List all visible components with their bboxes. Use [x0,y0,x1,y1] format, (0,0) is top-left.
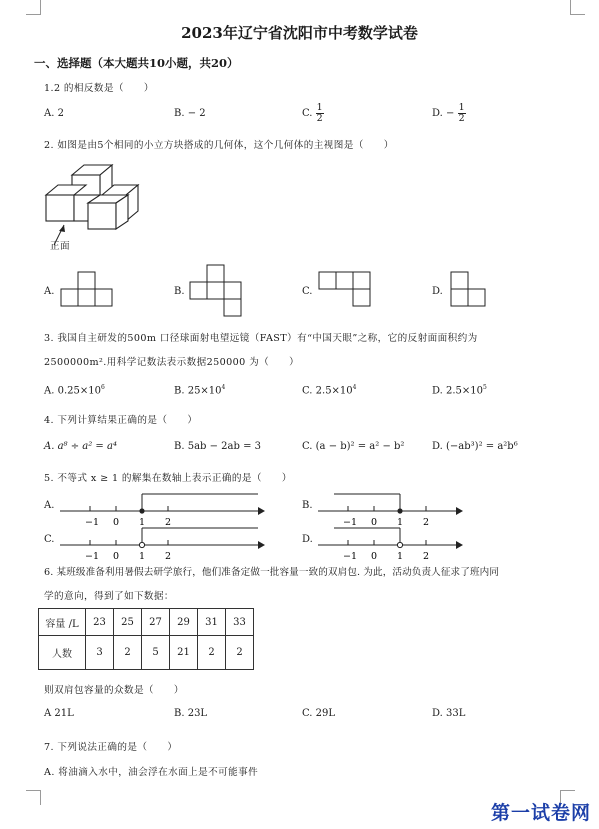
q3-option-a: A. $0.25\times 10^6$ [44,384,105,397]
question-6-prompt: 则双肩包容量的众数是（ ） [44,685,184,696]
tick-label: −1 [343,517,358,528]
q3-option-d: D. $2.5\times 10^5$ [432,384,487,397]
question-7: 7. 下列说法正确的是（ ） [44,742,178,753]
question-6-line-1: 6. 某班级准备利用暑假去研学旅行，他们准备定做一批容量一致的双肩包. 为此，活动负责人征求了班内同 [44,567,500,578]
arrow-icon [59,225,65,232]
question-3-line-1: 3. 我国自主研发的500m 口径球面射电望远镜（FAST）有“中国天眼”之称，它的反射面面积约为 [44,333,478,344]
q2-option-c-figure [318,270,388,310]
section-heading: 一、选择题（本大题共10小题，共20） [34,56,239,70]
q5-option-b: B. [302,500,313,511]
table-cell: 人数 [39,636,86,670]
tick-label: 0 [371,551,378,562]
q7-option-a: A. 将油滴入水中，油会浮在水面上是不可能事件 [44,767,259,778]
table-cell: 2 [114,636,142,670]
tick-label: 2 [165,517,172,528]
q2-option-d: D. [432,286,443,297]
q2-option-c: C. [302,286,313,297]
table-row [39,636,254,670]
tick-label: 1 [397,551,404,562]
tick-label: −1 [85,551,100,562]
tick-label: −1 [85,517,100,528]
q4-option-a: A. a⁸ ÷ a² = a⁴ [44,441,117,452]
table-cell: 33 [226,609,254,636]
front-view-label: 正面 [50,241,70,252]
q6-option-c: C. 29L [302,708,336,719]
table-cell: 3 [86,636,114,670]
tick-label: 2 [423,517,430,528]
q2-option-b: B. [174,286,185,297]
table-cell: 25 [114,609,142,636]
table-cell: 29 [170,609,198,636]
q4-option-d: D. (−ab³)² = a²b⁶ [432,441,518,452]
tick-label: −1 [343,551,358,562]
question-4: 4. 下列计算结果正确的是（ ） [44,415,198,426]
tick-label: 2 [165,551,172,562]
q4-option-b: B. 5ab − 2ab = 3 [174,441,261,452]
q1-option-b: B. − 2 [174,108,206,119]
table-cell: 21 [170,636,198,670]
table-cell: 5 [142,636,170,670]
q1-option-c: C. $\frac{1}{2}$ [302,102,323,124]
q6-option-b: B. 23L [174,708,208,719]
q6-option-d: D. 33L [432,708,466,719]
corner-mark [26,790,41,805]
q2-option-b-figure [190,262,260,322]
corner-mark [570,0,585,15]
question-1: 1.2 的相反数是（ ） [44,83,154,94]
q5-option-a: A. [44,500,55,511]
q5-number-line-c [58,528,268,568]
table-cell: 23 [86,609,114,636]
q5-option-c: C. [44,534,55,545]
question-2: 2. 如图是由5个相同的小立方块搭成的几何体，这个几何体的主视图是（ ） [44,140,394,151]
tick-label: 1 [139,517,146,528]
q5-option-d: D. [302,534,313,545]
table-cell: 27 [142,609,170,636]
question-3-line-2: 2500000m².用科学记数法表示数据250000 为（ ） [44,357,300,368]
question-6-line-2: 学的意向，得到了如下数据： [44,591,174,602]
q2-option-a-figure [60,268,130,308]
tick-label: 0 [113,551,120,562]
q1-option-d: D. − $\frac{1}{2}$ [432,102,465,124]
table-cell: 2 [198,636,226,670]
q1-option-a: A. 2 [44,108,64,119]
table-cell: 31 [198,609,226,636]
q2-option-a: A. [44,286,55,297]
q3-option-b: B. $25\times 10^4$ [174,384,226,397]
table-cell: 容量 /L [39,609,86,636]
data-table [38,608,254,670]
tick-label: 0 [113,517,120,528]
watermark-logo: 第一试卷网 [490,802,591,824]
table-row [39,609,254,636]
table-cell: 2 [226,636,254,670]
q5-number-line-d [316,528,466,568]
tick-label: 2 [423,551,430,562]
q6-option-a: A 21L [44,708,74,719]
tick-label: 1 [139,551,146,562]
corner-mark [26,0,41,15]
q2-option-d-figure [450,270,500,310]
q4-option-c: C. (a − b)² = a² − b² [302,441,405,452]
q3-option-c: C. $2.5\times 10^4$ [302,384,357,397]
tick-label: 0 [371,517,378,528]
page-title: 2023年辽宁省沈阳市中考数学试卷 [181,24,418,42]
tick-label: 1 [397,517,404,528]
question-5: 5. 不等式 x ≥ 1 的解集在数轴上表示正确的是（ ） [44,473,292,484]
